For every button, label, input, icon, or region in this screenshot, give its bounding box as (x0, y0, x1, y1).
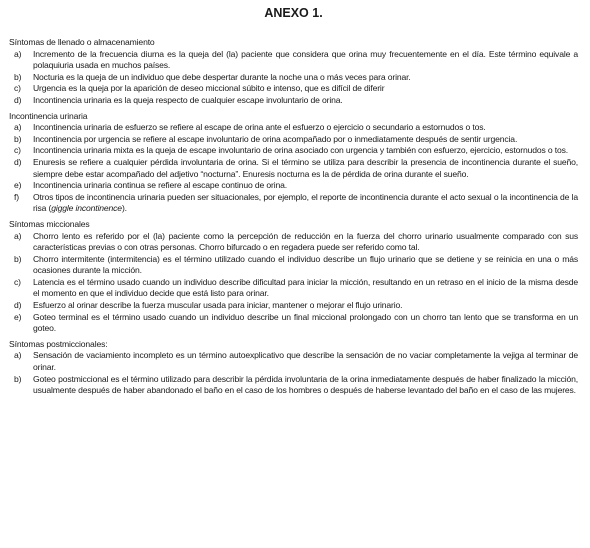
list-item (9, 134, 578, 146)
list-item (9, 312, 578, 335)
list-item (9, 83, 578, 95)
list-item (9, 122, 578, 134)
item-marker: f) (14, 191, 19, 202)
item-list (9, 122, 578, 215)
list-item (9, 49, 578, 72)
list-item (9, 145, 578, 157)
list-item (9, 254, 578, 277)
section-heading: Síntomas postmiccionales: (9, 338, 108, 349)
item-text: Urgencia es la queja por la aparición de deseo miccional súbito e intenso, que es difícil de diferir (33, 83, 385, 94)
item-marker: a) (14, 48, 22, 59)
list-item (9, 157, 578, 180)
list-item (9, 374, 578, 397)
section-urinary-incontinence (9, 111, 578, 215)
list-item (9, 72, 578, 84)
item-marker: a) (14, 350, 22, 361)
item-text-start: Otros tipos de incontinencia urinaria pueden ser situacionales, por ejemplo, el reporte de incontinencia durante el acto sexual o la incontinencia de la risa ( (33, 191, 578, 214)
item-text-end: ). (121, 203, 127, 214)
item-text: Sensación de vaciamiento incompleto es un término autoexplicativo que describe la sensación de no vaciar completamente la vejiga al terminar de orinar. (33, 350, 578, 373)
item-text: Incontinencia urinaria de esfuerzo se refiere al escape de orina ante el esfuerzo o ejercicio o secundario a estornudos o tos. (33, 122, 486, 133)
item-marker: e) (14, 180, 22, 191)
item-text (33, 192, 578, 214)
list-item (9, 277, 578, 300)
item-text: Incremento de la frecuencia diurna es la queja del (la) paciente que considera que orina muy frecuentemente en el día. Este término equivale a polaquiuria usada en muchos países. (33, 48, 578, 71)
section-heading: Incontinencia urinaria (9, 110, 88, 121)
item-text: Enuresis se refiere a cualquier pérdida involuntaria de orina. Si el término se utiliza para describir la presencia de incontinencia durante el sueño, siempre debe estar acompañado del adjetivo “nocturna”. Enuresis nocturna es la de pérdida de orina durante el sueño. (33, 156, 578, 179)
item-text: Chorro intermitente (intermitencia) es el término utilizado cuando el individuo describe un flujo urinario que se detiene y se reinicia en una o más ocasiones durante la micción. (33, 253, 578, 276)
item-marker: d) (14, 156, 22, 167)
item-list (9, 49, 578, 107)
item-marker: b) (14, 253, 22, 264)
item-marker: a) (14, 230, 22, 241)
section-voiding-symptoms (9, 219, 578, 335)
item-text: Esfuerzo al orinar describe la fuerza muscular usada para iniciar, mantener o mejorar el flujo urinario. (33, 300, 403, 311)
item-text-italic: giggle incontinence (51, 203, 122, 214)
section-heading: Síntomas de llenado o almacenamiento (9, 37, 155, 47)
item-list (9, 350, 578, 396)
item-marker: d) (14, 94, 22, 105)
item-list (9, 231, 578, 335)
item-marker: c) (14, 276, 21, 287)
item-marker: c) (14, 145, 21, 156)
item-marker: c) (14, 83, 21, 94)
list-item (9, 180, 578, 192)
item-text: Incontinencia urinaria mixta es la queja de escape involuntario de orina asociado con urgencia y también con esfuerzo, ejercicio, estornudos o tos. (33, 145, 568, 156)
item-marker: b) (14, 133, 22, 144)
item-marker: b) (14, 71, 22, 82)
item-text: Nocturia es la queja de un individuo que debe despertar durante la noche una o más veces para orinar. (33, 71, 411, 82)
list-item (9, 192, 578, 215)
list-item (9, 231, 578, 254)
item-marker: b) (14, 373, 22, 384)
item-text: Latencia es el término usado cuando un individuo describe dificultad para iniciar la micción, resultando en un retraso en el inicio de la misma desde el momento en que el individuo decide que está listo para orinar. (33, 276, 578, 299)
page-title: ANEXO 1. (264, 6, 323, 20)
item-text: Goteo postmiccional es el término utilizado para describir la pérdida involuntaria de la orina inmediatamente después de haber finalizado la micción, usualmente después de haber abandonado el baño en el caso de los hombres o después de haberse levantado del baño en el caso de las mujeres. (33, 373, 578, 396)
item-text: Incontinencia urinaria continua se refiere al escape continuo de orina. (33, 180, 288, 191)
item-text: Incontinencia por urgencia se refiere al escape involuntario de orina acompañado por o inmediatamente después de sentir urgencia. (33, 133, 518, 144)
list-item (9, 350, 578, 373)
section-postvoid-symptoms (9, 339, 578, 397)
section-storage-symptoms (9, 37, 578, 107)
item-marker: d) (14, 300, 22, 311)
item-text: Goteo terminal es el término usado cuando un individuo describe un final miccional prolongado con un chorro tan lento que se transforma en un goteo. (33, 311, 578, 334)
item-marker: e) (14, 311, 22, 322)
item-text: Incontinencia urinaria es la queja respecto de cualquier escape involuntario de orina. (33, 94, 343, 105)
section-heading: Síntomas miccionales (9, 218, 90, 229)
item-text: Chorro lento es referido por el (la) paciente como la percepción de reducción en la fuerza del chorro urinario usualmente comparado con sus características previas o con otras personas. Chorro bifurcado o en regadera puede ser referido como tal. (33, 230, 578, 253)
list-item (9, 300, 578, 312)
list-item (9, 95, 578, 107)
item-marker: a) (14, 122, 22, 133)
